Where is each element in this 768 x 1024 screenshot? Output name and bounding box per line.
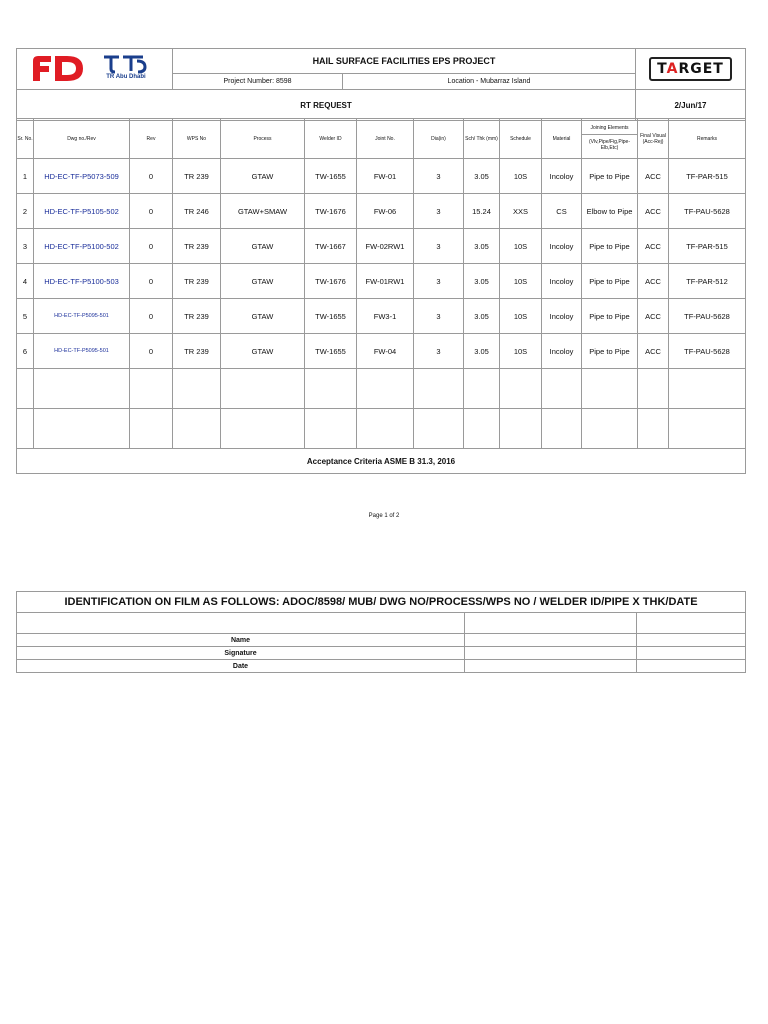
cell-rev: 0	[130, 159, 173, 194]
cell-joining: Pipe to Pipe	[582, 229, 638, 264]
cell-material: Incoloy	[542, 299, 582, 334]
col-header-dia: Dia(in)	[414, 119, 464, 159]
cell-remarks: TF-PAU-5628	[669, 334, 746, 369]
col-header-sr: Sr. No.	[17, 119, 34, 159]
cell-remarks: TF-PAU-5628	[669, 299, 746, 334]
table-row	[17, 159, 746, 194]
cell-thk: 3.05	[464, 264, 500, 299]
cell-joint: FW-01	[357, 159, 414, 194]
cell-process: GTAW	[221, 159, 305, 194]
company-logos	[17, 49, 173, 90]
cell-wps: TR 246	[173, 194, 221, 229]
name-field-2[interactable]	[637, 634, 746, 647]
tr-logo	[101, 51, 151, 80]
cell-joining: Pipe to Pipe	[582, 334, 638, 369]
cell-visual: ACC	[638, 334, 669, 369]
cell-dia: 3	[414, 159, 464, 194]
cell-joint: FW3-1	[357, 299, 414, 334]
cell-dia: 3	[414, 229, 464, 264]
cell-process: GTAW	[221, 264, 305, 299]
target-logo-icon: TARGET	[649, 57, 732, 81]
page-number: Page 1 of 2	[368, 513, 400, 519]
name-row	[17, 634, 746, 647]
target-logo	[636, 49, 746, 90]
cell-sr: 4	[17, 264, 34, 299]
acceptance-criteria: Acceptance Criteria ASME B 31.3, 2016	[17, 449, 746, 474]
cell-thk: 3.05	[464, 159, 500, 194]
cell-schedule: 10S	[500, 229, 542, 264]
cell-wps: TR 239	[173, 334, 221, 369]
cell-rev: 0	[130, 334, 173, 369]
col-header-material: Material	[542, 119, 582, 159]
cell-remarks: TF-PAU-5628	[669, 194, 746, 229]
rt-request-table	[16, 118, 746, 474]
tr-logo-text: TR Abu Dhabi	[106, 74, 146, 80]
cell-sr: 1	[17, 159, 34, 194]
signature-row	[17, 647, 746, 660]
cell-material: Incoloy	[542, 159, 582, 194]
request-date: 2/Jun/17	[636, 90, 746, 121]
cell-material: Incoloy	[542, 334, 582, 369]
table-row	[17, 194, 746, 229]
cell-process: GTAW+SMAW	[221, 194, 305, 229]
cell-thk: 15.24	[464, 194, 500, 229]
cell-dia: 3	[414, 334, 464, 369]
cell-visual: ACC	[638, 159, 669, 194]
cell-joining: Pipe to Pipe	[582, 264, 638, 299]
fd-logo-icon	[31, 53, 89, 83]
date-field-2[interactable]	[637, 660, 746, 673]
cell-process: GTAW	[221, 299, 305, 334]
col-header-joint: Joint No.	[357, 119, 414, 159]
cell-rev: 0	[130, 264, 173, 299]
cell-rev: 0	[130, 299, 173, 334]
project-number: Project Number: 8598	[173, 73, 343, 89]
cell-joint: FW-01RW1	[357, 264, 414, 299]
cell-visual: ACC	[638, 229, 669, 264]
cell-joining: Elbow to Pipe	[582, 194, 638, 229]
cell-visual: ACC	[638, 194, 669, 229]
cell-joining: Pipe to Pipe	[582, 299, 638, 334]
signature-field-1[interactable]	[465, 647, 637, 660]
cell-process: GTAW	[221, 334, 305, 369]
table-header-row	[17, 119, 746, 159]
cell-process: GTAW	[221, 229, 305, 264]
cell-thk: 3.05	[464, 299, 500, 334]
cell-schedule: 10S	[500, 334, 542, 369]
empty-row	[17, 369, 746, 409]
cell-welder: TW-1676	[305, 194, 357, 229]
cell-sr: 6	[17, 334, 34, 369]
cell-material: Incoloy	[542, 229, 582, 264]
cell-dia: 3	[414, 264, 464, 299]
col-header-schedule: Schedule	[500, 119, 542, 159]
cell-thk: 3.05	[464, 334, 500, 369]
cell-schedule: 10S	[500, 264, 542, 299]
col-header-process: Process	[221, 119, 305, 159]
col-header-joining	[582, 119, 638, 159]
cell-remarks: TF-PAR-512	[669, 264, 746, 299]
cell-schedule: XXS	[500, 194, 542, 229]
form-title: RT REQUEST	[17, 90, 636, 121]
col-header-thk: Sch/ Thk (mm)	[464, 119, 500, 159]
cell-remarks: TF-PAR-515	[669, 229, 746, 264]
table-row	[17, 334, 746, 369]
location: Location - Mubarraz Island	[343, 73, 636, 89]
cell-welder: TW-1667	[305, 229, 357, 264]
cell-schedule: 10S	[500, 159, 542, 194]
table-row	[17, 229, 746, 264]
tr-logo-icon	[101, 51, 151, 75]
cell-dwg: HD-EC-TF-P5105-502	[34, 194, 130, 229]
cell-dia: 3	[414, 299, 464, 334]
signature-field-2[interactable]	[637, 647, 746, 660]
cell-wps: TR 239	[173, 264, 221, 299]
cell-joining: Pipe to Pipe	[582, 159, 638, 194]
cell-wps: TR 239	[173, 159, 221, 194]
table-row	[17, 264, 746, 299]
name-field-1[interactable]	[465, 634, 637, 647]
cell-joint: FW-02RW1	[357, 229, 414, 264]
cell-visual: ACC	[638, 299, 669, 334]
cell-wps: TR 239	[173, 299, 221, 334]
blank-row	[17, 613, 746, 634]
name-label: Name	[17, 634, 465, 647]
cell-visual: ACC	[638, 264, 669, 299]
cell-dwg: HD-EC-TF-P5095-501	[34, 334, 130, 369]
date-label: Date	[17, 660, 465, 673]
col-header-visual: Final Visual (Acc-Rej)	[638, 119, 669, 159]
cell-rev: 0	[130, 229, 173, 264]
cell-joint: FW-04	[357, 334, 414, 369]
col-header-rev: Rev	[130, 119, 173, 159]
cell-thk: 3.05	[464, 229, 500, 264]
cell-sr: 2	[17, 194, 34, 229]
joining-header-sub: (Vlv,Pipe/Fig,Pipe-Elb,Etc)	[588, 139, 631, 151]
cell-dwg: HD-EC-TF-P5095-501	[34, 299, 130, 334]
cell-sr: 3	[17, 229, 34, 264]
cell-dia: 3	[414, 194, 464, 229]
identification-title: IDENTIFICATION ON FILM AS FOLLOWS: ADOC/8598/ MUB/ DWG NO/PROCESS/WPS NO / WELDER ID/PIPE X THK/DATE	[17, 592, 746, 613]
cell-schedule: 10S	[500, 299, 542, 334]
col-header-dwg: Dwg no./Rev	[34, 119, 130, 159]
acceptance-row	[17, 449, 746, 474]
cell-sr: 5	[17, 299, 34, 334]
cell-welder: TW-1655	[305, 159, 357, 194]
joining-header-top: Joining Elements	[582, 122, 637, 135]
date-row	[17, 660, 746, 673]
cell-material: Incoloy	[542, 264, 582, 299]
col-header-wps: WPS No	[173, 119, 221, 159]
cell-remarks: TF-PAR-515	[669, 159, 746, 194]
cell-wps: TR 239	[173, 229, 221, 264]
cell-welder: TW-1676	[305, 264, 357, 299]
empty-row	[17, 409, 746, 449]
cell-dwg: HD-EC-TF-P5100-502	[34, 229, 130, 264]
cell-dwg: HD-EC-TF-P5100-503	[34, 264, 130, 299]
col-header-welder: Welder ID	[305, 119, 357, 159]
cell-welder: TW-1655	[305, 334, 357, 369]
signature-label: Signature	[17, 647, 465, 660]
date-field-1[interactable]	[465, 660, 637, 673]
col-header-remarks: Remarks	[669, 119, 746, 159]
table-row	[17, 299, 746, 334]
project-title: HAIL SURFACE FACILITIES EPS PROJECT	[173, 49, 636, 74]
cell-joint: FW-06	[357, 194, 414, 229]
identification-table	[16, 591, 746, 673]
cell-material: CS	[542, 194, 582, 229]
report-header	[16, 48, 746, 121]
cell-rev: 0	[130, 194, 173, 229]
cell-welder: TW-1655	[305, 299, 357, 334]
cell-dwg: HD-EC-TF-P5073-509	[34, 159, 130, 194]
